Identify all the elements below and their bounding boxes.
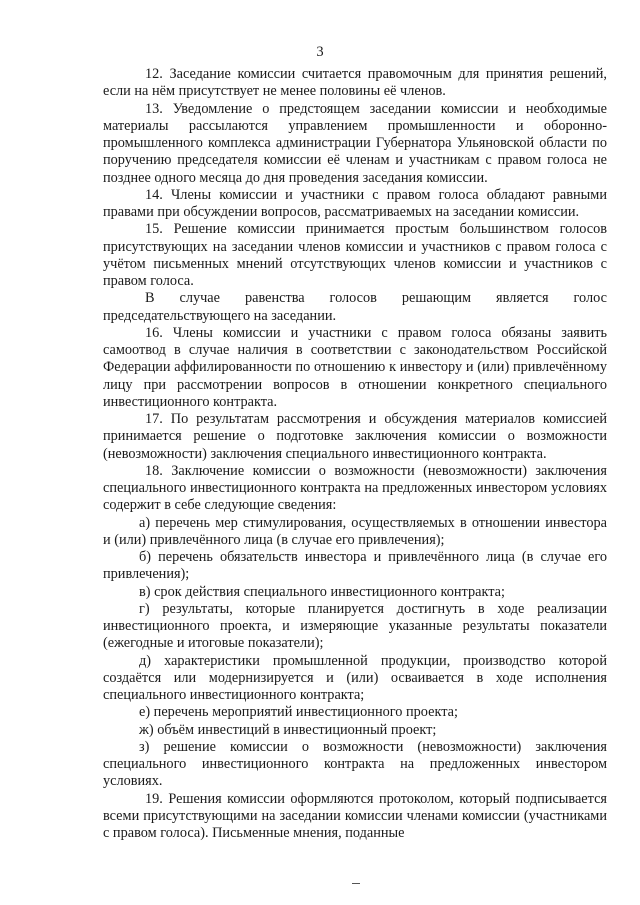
page-bottom-mark	[352, 883, 360, 884]
list-item-b: б) перечень обязательств инвестора и привлечённого лица (в случае его привлечения);	[103, 549, 607, 583]
paragraph-15-tie: В случае равенства голосов решающим является голос председательствующего на заседании.	[103, 290, 607, 324]
paragraph-16: 16. Члены комиссии и участники с правом голоса обязаны заявить самоотвод в случае наличия в соответствии с законодательством Российской Федерации аффилированности по отношению к инвестору и (или) привлечённому лицу при рассмотрении вопросов в отношении конкретного специального инвестиционного контракта.	[103, 324, 607, 410]
list-item-d: д) характеристики промышленной продукции, производство которой создаётся или модернизируется и (или) осваивается в ходе исполнения специального инвестиционного контракта;	[103, 652, 607, 703]
page-number: 3	[316, 44, 324, 60]
paragraph-19: 19. Решения комиссии оформляются протоколом, который подписывается всеми присутствующими на заседании комиссии членами комиссии (участниками с правом голоса). Письменные мнения, поданные	[103, 790, 607, 841]
list-item-zh: ж) объём инвестиций в инвестиционный проект;	[139, 721, 437, 738]
list-item-a: а) перечень мер стимулирования, осуществляемых в отношении инвестора и (или) привлечённого лица (в случае его привлечения);	[103, 514, 607, 548]
list-item-g: г) результаты, которые планируется достигнуть в ходе реализации инвестиционного проекта, и измеряющие указанные результаты показатели (ежегодные и итоговые показатели);	[103, 600, 607, 652]
paragraph-15: 15. Решение комиссии принимается простым большинством голосов присутствующих на заседании членов комиссии и участников с правом голоса с учётом письменных мнений отсутствующих членов комиссии и участников с правом голоса.	[103, 221, 607, 289]
list-item-v: в) срок действия специального инвестиционного контракта;	[139, 583, 505, 600]
paragraph-14: 14. Члены комиссии и участники с правом голоса обладают равными правами при обсуждении вопросов, рассматриваемых на заседании комиссии.	[103, 186, 607, 220]
paragraph-13: 13. Уведомление о предстоящем заседании комиссии и необходимые материалы рассылаются управлением промышленности и оборонно-промышленного комплекса администрации Губернатора Ульяновской области по поручению председателя комиссии её членам и участникам с правом голоса не позднее одного месяца до дня проведения заседания комиссии.	[103, 100, 607, 186]
paragraph-18: 18. Заключение комиссии о возможности (невозможности) заключения специального инвестиционного контракта на предложенных инвестором условиях содержит в себе следующие сведения:	[103, 462, 607, 514]
paragraph-12: 12. Заседание комиссии считается правомочным для принятия решений, если на нём присутствует не менее половины её членов.	[103, 66, 607, 100]
list-item-e: е) перечень мероприятий инвестиционного проекта;	[139, 704, 458, 721]
document-body	[103, 66, 607, 842]
list-item-z: з) решение комиссии о возможности (невозможности) заключения специального инвестиционного контракта на предложенных инвестором условиях.	[103, 738, 607, 790]
paragraph-17: 17. По результатам рассмотрения и обсуждения материалов комиссией принимается решение о подготовке заключения комиссии о возможности (невозможности) заключения специального инвестиционного контракта.	[103, 411, 607, 462]
